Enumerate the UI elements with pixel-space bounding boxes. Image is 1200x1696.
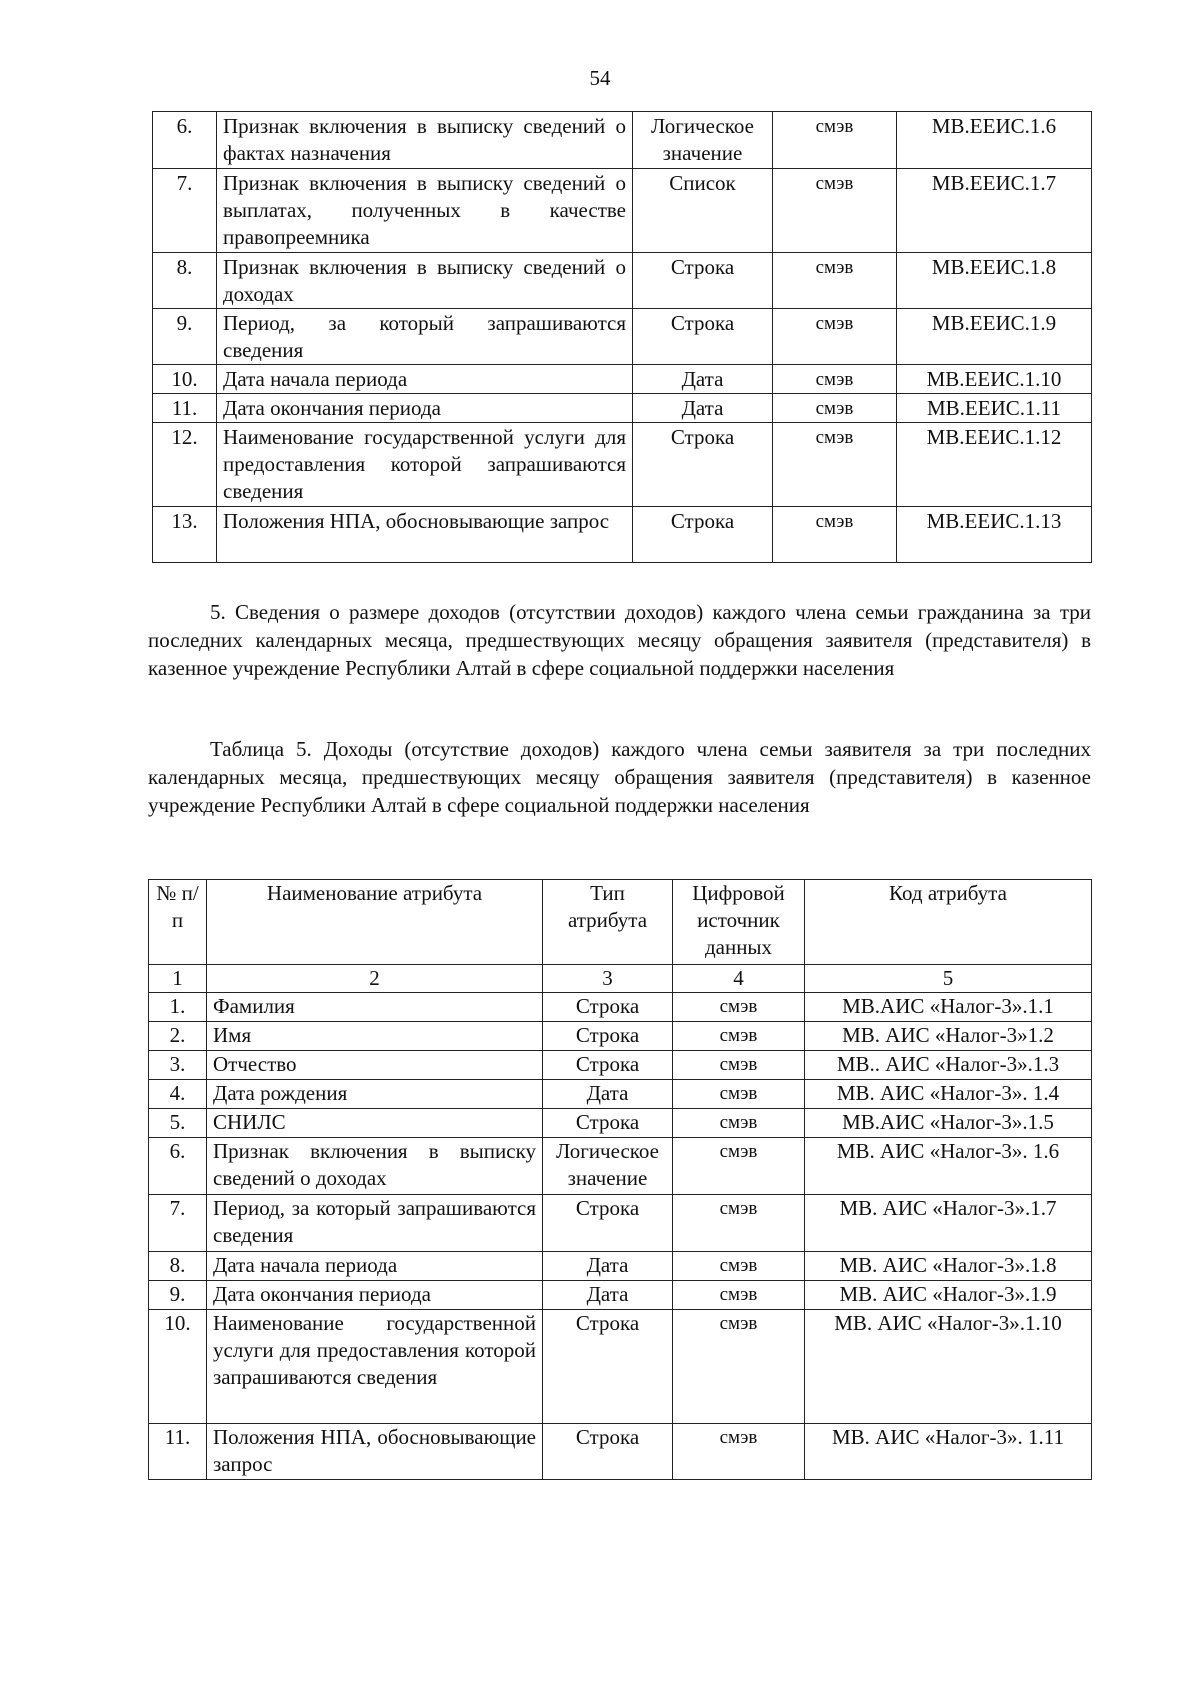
attribute-code: МВ.ЕЕИС.1.8 <box>897 253 1092 309</box>
attribute-name: Дата начала периода <box>207 1252 543 1281</box>
attribute-name: Дата начала периода <box>217 365 633 394</box>
table-5-caption-text: Таблица 5. Доходы (отсутствие доходов) каждого члена семьи заявителя за три последних календарных месяца, предшествующих месяцу обращения заявителя (представителя) в казенное учреждение Республики Алтай в сфере социальной поддержки населения <box>148 737 1091 817</box>
attribute-type: Строка <box>633 309 773 365</box>
table-row <box>153 309 1092 365</box>
row-number: 12. <box>153 423 217 507</box>
attribute-name: Положения НПА, обосновывающие запрос <box>217 507 633 563</box>
attribute-type: Дата <box>543 1281 673 1310</box>
row-number: 9. <box>153 309 217 365</box>
data-source: смэв <box>673 1080 805 1109</box>
table-row <box>153 169 1092 253</box>
section-5-paragraph <box>148 598 1091 682</box>
data-source: смэв <box>673 1281 805 1310</box>
data-source: смэв <box>673 1252 805 1281</box>
attribute-code: МВ. АИС «Налог-3».1.8 <box>805 1252 1092 1281</box>
row-number: 5. <box>149 1109 207 1138</box>
attribute-type: Строка <box>543 993 673 1022</box>
table-row <box>153 423 1092 507</box>
attribute-name: Дата окончания периода <box>207 1281 543 1310</box>
table-row <box>149 1424 1092 1480</box>
attribute-code: МВ.ЕЕИС.1.12 <box>897 423 1092 507</box>
data-source: смэв <box>673 993 805 1022</box>
attribute-name: Наименование государственной услуги для предоставления которой запрашиваются сведения <box>207 1310 543 1424</box>
attribute-name: Наименование государственной услуги для предоставления которой запрашиваются сведения <box>217 423 633 507</box>
data-source: смэв <box>673 1195 805 1252</box>
table-5-caption <box>148 735 1091 819</box>
column-number: 4 <box>673 965 805 993</box>
row-number: 13. <box>153 507 217 563</box>
attribute-type: Дата <box>543 1252 673 1281</box>
attribute-type: Строка <box>543 1109 673 1138</box>
attribute-name: Дата окончания периода <box>217 394 633 423</box>
data-source: смэв <box>773 507 897 563</box>
row-number: 8. <box>153 253 217 309</box>
table-row <box>149 1138 1092 1195</box>
row-number: 6. <box>149 1138 207 1195</box>
data-source: смэв <box>673 1138 805 1195</box>
data-source: смэв <box>773 253 897 309</box>
data-source: смэв <box>673 1022 805 1051</box>
row-number: 8. <box>149 1252 207 1281</box>
attribute-name: Период, за который запрашиваются сведения <box>217 309 633 365</box>
attribute-code: МВ. АИС «Налог-3».1.10 <box>805 1310 1092 1424</box>
data-source: смэв <box>773 309 897 365</box>
attribute-name: Отчество <box>207 1051 543 1080</box>
attribute-type: Дата <box>633 394 773 423</box>
attribute-type: Строка <box>633 253 773 309</box>
attribute-code: МВ. АИС «Налог-3». 1.4 <box>805 1080 1092 1109</box>
row-number: 10. <box>153 365 217 394</box>
column-number-row <box>149 965 1092 993</box>
attribute-code: МВ.ЕЕИС.1.7 <box>897 169 1092 253</box>
data-source: смэв <box>773 112 897 169</box>
row-number: 9. <box>149 1281 207 1310</box>
page-number: 54 <box>589 66 611 90</box>
attribute-type: Дата <box>633 365 773 394</box>
table-row <box>153 394 1092 423</box>
row-number: 10. <box>149 1310 207 1424</box>
table-row <box>149 1281 1092 1310</box>
header-source: Цифровой источник данных <box>673 880 805 965</box>
column-number: 2 <box>207 965 543 993</box>
attribute-code: МВ.ЕЕИС.1.13 <box>897 507 1092 563</box>
header-name: Наименование атрибута <box>207 880 543 965</box>
row-number: 7. <box>149 1195 207 1252</box>
row-number: 11. <box>153 394 217 423</box>
attribute-name: Признак включения в выписку сведений о доходах <box>217 253 633 309</box>
attribute-name: Имя <box>207 1022 543 1051</box>
header-type: Тип атрибута <box>543 880 673 965</box>
data-source: смэв <box>773 394 897 423</box>
attribute-type: Строка <box>633 507 773 563</box>
attribute-type: Строка <box>543 1424 673 1480</box>
attribute-name: Положения НПА, обосновывающие запрос <box>207 1424 543 1480</box>
row-number: 4. <box>149 1080 207 1109</box>
row-number: 1. <box>149 993 207 1022</box>
attributes-table-continued <box>152 111 1092 563</box>
attribute-type: Список <box>633 169 773 253</box>
table-5 <box>148 879 1092 1480</box>
attribute-type: Строка <box>633 423 773 507</box>
attribute-code: МВ.ЕЕИС.1.9 <box>897 309 1092 365</box>
attribute-code: МВ.АИС «Налог-3».1.1 <box>805 993 1092 1022</box>
attribute-code: МВ. АИС «Налог-3».1.9 <box>805 1281 1092 1310</box>
data-source: смэв <box>773 423 897 507</box>
attribute-name: Признак включения в выписку сведений о фактах назначения <box>217 112 633 169</box>
data-source: смэв <box>673 1424 805 1480</box>
attribute-name: Признак включения в выписку сведений о выплатах, полученных в качестве правопреемника <box>217 169 633 253</box>
data-source: смэв <box>673 1051 805 1080</box>
table-row <box>153 365 1092 394</box>
attribute-type: Логическое значение <box>633 112 773 169</box>
column-number: 5 <box>805 965 1092 993</box>
data-source: смэв <box>773 169 897 253</box>
row-number: 6. <box>153 112 217 169</box>
attribute-type: Строка <box>543 1051 673 1080</box>
table-row <box>153 253 1092 309</box>
table-row <box>149 993 1092 1022</box>
attribute-type: Дата <box>543 1080 673 1109</box>
data-source: смэв <box>673 1310 805 1424</box>
attribute-code: МВ.АИС «Налог-3».1.5 <box>805 1109 1092 1138</box>
attribute-name: Дата рождения <box>207 1080 543 1109</box>
column-number: 3 <box>543 965 673 993</box>
attribute-code: МВ. АИС «Налог-3»1.2 <box>805 1022 1092 1051</box>
attribute-name: Признак включения в выписку сведений о доходах <box>207 1138 543 1195</box>
section-5-text: 5. Сведения о размере доходов (отсутствии доходов) каждого члена семьи гражданина за три последних календарных месяца, предшествующих месяцу обращения заявителя (представителя) в казенное учреждение Республики Алтай в сфере социальной поддержки населения <box>148 600 1091 680</box>
table-row <box>149 1310 1092 1424</box>
row-number: 7. <box>153 169 217 253</box>
table-row <box>149 1051 1092 1080</box>
attribute-code: МВ.. АИС «Налог-3».1.3 <box>805 1051 1092 1080</box>
attribute-type: Строка <box>543 1310 673 1424</box>
table-row <box>149 1080 1092 1109</box>
header-code: Код атрибута <box>805 880 1092 965</box>
table-row <box>149 1109 1092 1138</box>
attribute-type: Строка <box>543 1022 673 1051</box>
attribute-code: МВ. АИС «Налог-3».1.7 <box>805 1195 1092 1252</box>
column-number: 1 <box>149 965 207 993</box>
table-row <box>149 1252 1092 1281</box>
data-source: смэв <box>773 365 897 394</box>
attribute-type: Логическое значение <box>543 1138 673 1195</box>
table-row <box>153 112 1092 169</box>
attribute-code: МВ.ЕЕИС.1.6 <box>897 112 1092 169</box>
attribute-code: МВ.ЕЕИС.1.10 <box>897 365 1092 394</box>
attribute-code: МВ. АИС «Налог-3». 1.6 <box>805 1138 1092 1195</box>
attribute-type: Строка <box>543 1195 673 1252</box>
attribute-code: МВ.ЕЕИС.1.11 <box>897 394 1092 423</box>
data-source: смэв <box>673 1109 805 1138</box>
attribute-code: МВ. АИС «Налог-3». 1.11 <box>805 1424 1092 1480</box>
table-row <box>149 1195 1092 1252</box>
row-number: 2. <box>149 1022 207 1051</box>
attribute-name: Период, за который запрашиваются сведения <box>207 1195 543 1252</box>
header-num: № п/п <box>149 880 207 965</box>
table-header-row <box>149 880 1092 965</box>
row-number: 3. <box>149 1051 207 1080</box>
attribute-name: Фамилия <box>207 993 543 1022</box>
row-number: 11. <box>149 1424 207 1480</box>
table-row <box>149 1022 1092 1051</box>
attribute-name: СНИЛС <box>207 1109 543 1138</box>
table-row <box>153 507 1092 563</box>
